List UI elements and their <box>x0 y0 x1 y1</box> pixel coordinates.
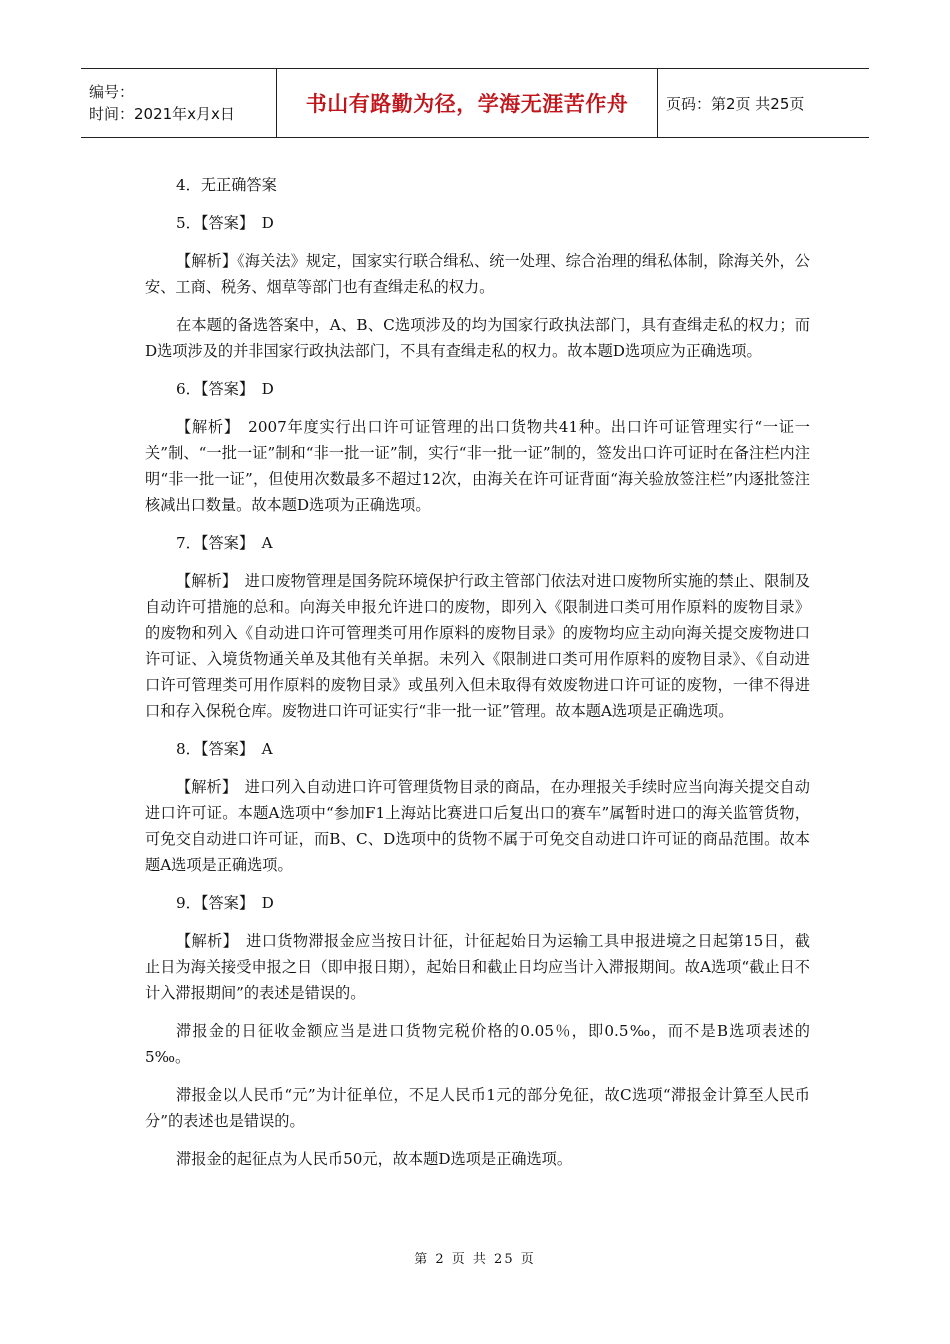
document-date-label: 时间：2021年x月x日 <box>89 105 235 123</box>
answer-line: 8．【答案】 A <box>176 740 273 758</box>
analysis-paragraph: 【解析】 进口废物管理是国务院环境保护行政主管部门依法对进口废物所实施的禁止、限制及自动许可措施的总和。向海关申报允许进口的废物，即列入《限制进口类可用作原料的废物目录》的废物和列入《自动进口许可管理类可用作原料的废物目录》的废物均应主动向海关提交废物进口许可证、入境货物通关单及其他有关单据。未列入《限制进口类可用作原料的废物目录》、《自动进口许可管理类可用作原料的废物目录》或虽列入但未取得有效废物进口许可证的废物，一律不得进口和存入保税仓库。废物进口许可证实行“非一批一证”管理。故本题A选项是正确选项。 <box>145 572 810 720</box>
body-paragraph: 滞报金以人民币“元”为计征单位，不足人民币1元的部分免征，故C选项“滞报金计算至人民币分”的表述也是错误的。 <box>145 1086 810 1130</box>
document-body <box>145 172 810 1184</box>
header-page-cell <box>658 69 869 137</box>
body-paragraph: 滞报金的起征点为人民币50元，故本题D选项是正确选项。 <box>176 1150 573 1168</box>
page-header <box>81 68 869 138</box>
answer-line: 5．【答案】 D <box>176 214 274 232</box>
analysis-paragraph: 【解析】 2007年度实行出口许可证管理的出口货物共41种。出口许可证管理实行“一证一关”制、“一批一证”制和“非一批一证”制，实行“非一批一证”制的，签发出口许可证时在备注栏内注明“非一批一证”，但使用次数最多不超过12次，由海关在许可证背面“海关验放签注栏”内逐批签注核减出口数量。故本题D选项为正确选项。 <box>145 418 810 514</box>
page-footer: 第 2 页 共 25 页 <box>414 1252 536 1267</box>
analysis-paragraph: 【解析】 进口列入自动进口许可管理货物目录的商品，在办理报关手续时应当向海关提交自动进口许可证。本题A选项中“参加F1上海站比赛进口后复出口的赛车”属暂时进口的海关监管货物，可免交自动进口许可证，而B、C、D选项中的货物不属于可免交自动进口许可证的商品范围。故本题A选项是正确选项。 <box>145 778 810 874</box>
answer-line: 6．【答案】 D <box>176 380 274 398</box>
body-paragraph: 滞报金的日征收金额应当是进口货物完税价格的0.05％，即0.5‰，而不是B选项表述的5‰。 <box>145 1022 810 1066</box>
header-left-cell <box>81 69 277 137</box>
answer-line: 9．【答案】 D <box>176 894 274 912</box>
header-motto: 书山有路勤为径，学海无涯苦作舟 <box>305 92 629 116</box>
header-page-number: 页码：第2页 共25页 <box>666 94 805 113</box>
body-paragraph: 在本题的备选答案中，A、B、C选项涉及的均为国家行政执法部门，具有查缉走私的权力；而D选项涉及的并非国家行政执法部门，不具有查缉走私的权力。故本题D选项应为正确选项。 <box>145 316 810 360</box>
answer-line: 4．无正确答案 <box>176 176 277 194</box>
answer-line: 7．【答案】 A <box>176 534 273 552</box>
document-number-label: 编号： <box>89 83 135 101</box>
analysis-paragraph: 【解析】 进口货物滞报金应当按日计征，计征起始日为运输工具申报进境之日起第15日，截止日为海关接受申报之日（即申报日期），起始日和截止日均应当计入滞报期间。故A选项“截止日不计入滞报期间”的表述是错误的。 <box>145 932 810 1002</box>
analysis-paragraph: 【解析】《海关法》规定，国家实行联合缉私、统一处理、综合治理的缉私体制，除海关外，公安、工商、税务、烟草等部门也有查缉走私的权力。 <box>145 252 810 296</box>
header-motto-cell <box>277 69 658 137</box>
